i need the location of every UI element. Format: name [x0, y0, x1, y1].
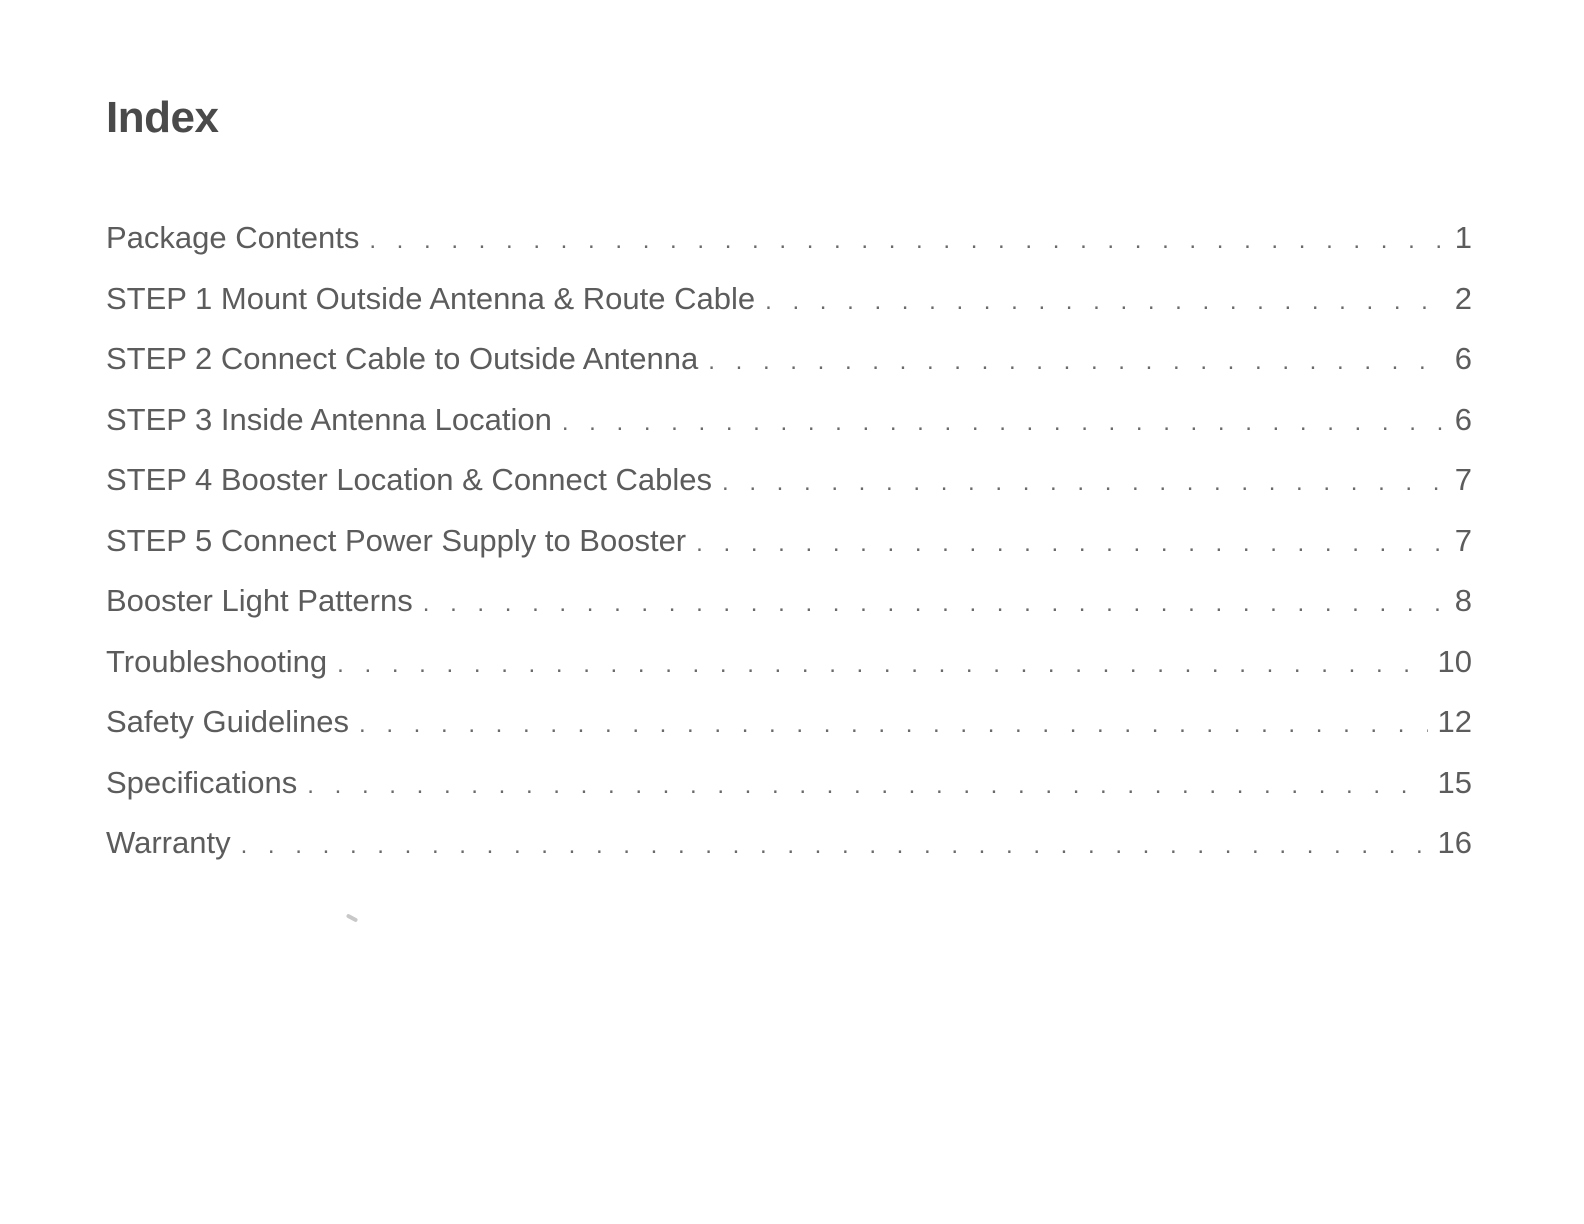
toc-entry-label: Troubleshooting	[106, 643, 328, 679]
toc-entry-label: STEP 5 Connect Power Supply to Booster	[106, 522, 687, 558]
toc-entry-booster-light-patterns[interactable]	[106, 573, 1472, 634]
toc-entry-warranty[interactable]	[106, 815, 1472, 876]
toc-entry-label: STEP 4 Booster Location & Connect Cables	[106, 462, 712, 497]
dot-leader	[369, 213, 1442, 269]
toc-entry-page-number: 2	[1454, 280, 1472, 316]
toc-entry-page-number: 6	[1454, 401, 1472, 437]
dot-leader	[708, 334, 1442, 390]
toc-entry-page-number: 8	[1454, 583, 1472, 618]
toc-entry-page-number: 7	[1454, 462, 1472, 497]
dot-leader	[241, 818, 1428, 874]
toc-entry-page-number: 7	[1454, 522, 1472, 558]
toc-entry-label: STEP 1 Mount Outside Antenna & Route Cable	[106, 280, 756, 316]
toc-entry-label: Booster Light Patterns	[106, 583, 413, 618]
table-of-contents	[106, 210, 1472, 876]
dot-leader	[765, 274, 1442, 330]
toc-entry-page-number: 16	[1437, 825, 1472, 860]
dot-leader	[696, 516, 1442, 572]
toc-entry-page-number: 1	[1454, 220, 1472, 255]
dot-leader	[337, 637, 1427, 693]
page-title: Index	[106, 93, 219, 142]
toc-entry-package-contents[interactable]	[106, 210, 1472, 271]
toc-entry-page-number: 6	[1454, 341, 1472, 376]
toc-entry-step-5[interactable]	[106, 513, 1472, 574]
toc-entry-label: Safety Guidelines	[106, 704, 349, 739]
toc-entry-label: STEP 2 Connect Cable to Outside Antenna	[106, 341, 699, 376]
toc-entry-label: Specifications	[106, 764, 298, 800]
toc-entry-safety-guidelines[interactable]	[106, 694, 1472, 755]
toc-entry-label: Package Contents	[106, 220, 360, 255]
dot-leader	[722, 455, 1442, 511]
dot-leader	[423, 576, 1442, 632]
toc-entry-troubleshooting[interactable]	[106, 634, 1472, 695]
toc-entry-step-1[interactable]	[106, 271, 1472, 332]
toc-entry-step-3[interactable]	[106, 392, 1472, 453]
toc-entry-step-4[interactable]	[106, 452, 1472, 513]
scan-speck	[346, 913, 358, 922]
toc-entry-step-2[interactable]	[106, 331, 1472, 392]
toc-entry-page-number: 10	[1437, 643, 1472, 679]
toc-entry-label: Warranty	[106, 825, 231, 860]
toc-entry-page-number: 15	[1437, 764, 1472, 800]
toc-entry-label: STEP 3 Inside Antenna Location	[106, 401, 552, 437]
dot-leader	[307, 758, 1427, 814]
toc-entry-page-number: 12	[1437, 704, 1472, 739]
dot-leader	[359, 697, 1428, 753]
dot-leader	[562, 395, 1442, 451]
toc-entry-specifications[interactable]	[106, 755, 1472, 816]
